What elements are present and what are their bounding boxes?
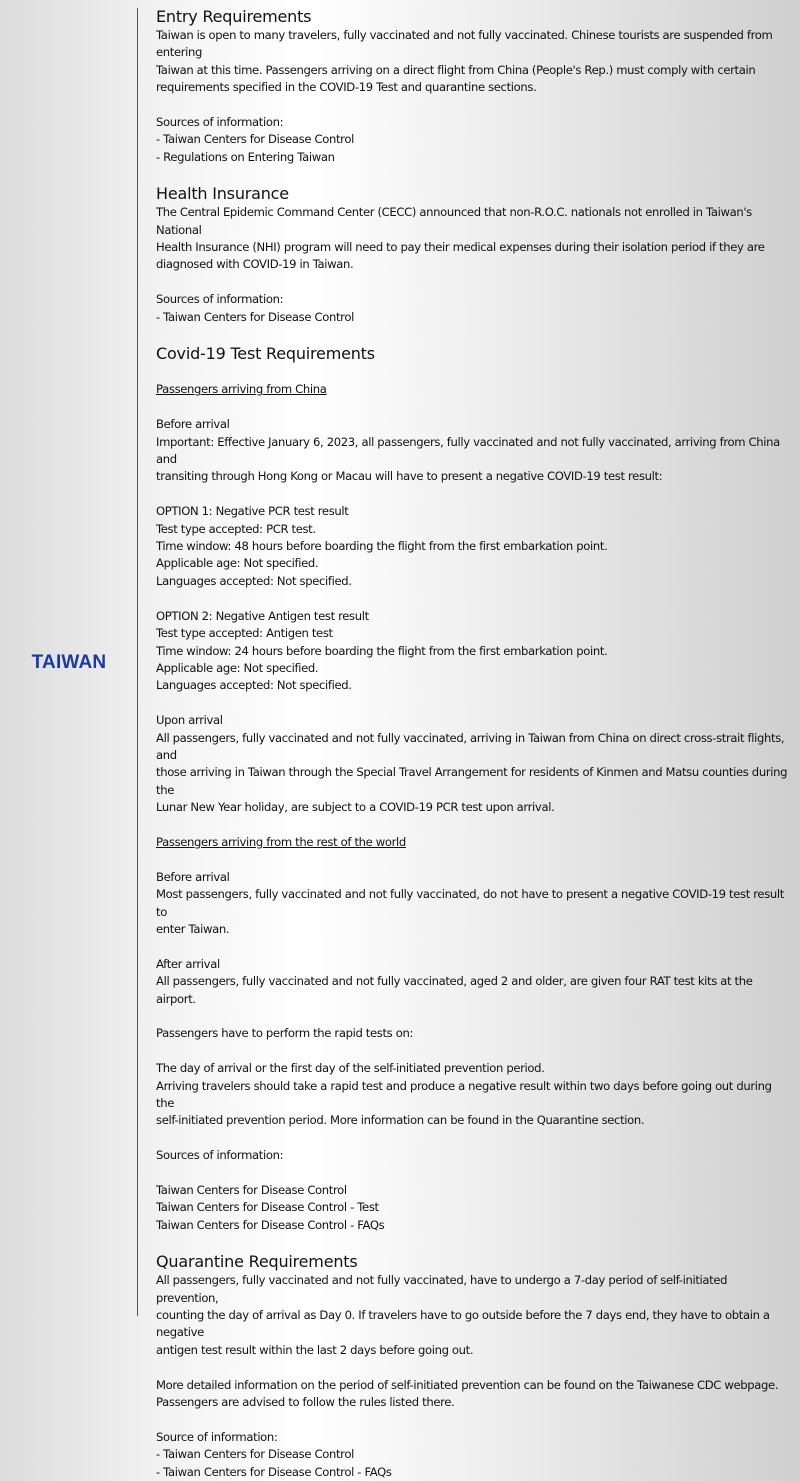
- paragraph-line: Taiwan is open to many travelers, fully vaccinated and not fully vaccinated. Chinese tourists are suspended from entering: [156, 28, 773, 60]
- paragraph-line: Lunar New Year holiday, are subject to a COVID-19 PCR test upon arrival.: [156, 800, 555, 815]
- section-title: Health Insurance: [156, 184, 289, 204]
- sources-label: Sources of information:: [156, 1148, 284, 1163]
- entry-requirements-section: [156, 7, 792, 166]
- paragraph-line: enter Taiwan.: [156, 921, 230, 936]
- paragraph-line: those arriving in Taiwan through the Special Travel Arrangement for residents of Kinmen and Matsu counties during the: [156, 765, 788, 797]
- paragraph-line: counting the day of arrival as Day 0. If travelers have to go outside before the 7 days end, they have to obtain a negative: [156, 1308, 770, 1340]
- option-1-line: Test type accepted: PCR test.: [156, 521, 316, 536]
- paragraph-line: Important: Effective January 6, 2023, all passengers, fully vaccinated and not fully vaccinated, arriving from China and: [156, 434, 780, 467]
- source-link[interactable]: - Taiwan Centers for Disease Control: [156, 1447, 354, 1462]
- option-2-line: Time window: 24 hours before boarding the flight from the first embarkation point.: [156, 643, 608, 658]
- source-link[interactable]: Taiwan Centers for Disease Control: [156, 1182, 347, 1197]
- option-1-line: Time window: 48 hours before boarding the flight from the first embarkation point.: [156, 539, 608, 554]
- source-link[interactable]: - Regulations on Entering Taiwan: [156, 149, 335, 164]
- paragraph-line: All passengers, fully vaccinated and not fully vaccinated, have to undergo a 7-day period of self-initiated prevention,: [156, 1273, 728, 1305]
- vertical-divider: [137, 8, 138, 1316]
- option-2-line: Applicable age: Not specified.: [156, 660, 319, 675]
- source-link[interactable]: - Taiwan Centers for Disease Control: [156, 309, 354, 324]
- paragraph-line: Passengers are advised to follow the rules listed there.: [156, 1395, 455, 1410]
- section-title: Entry Requirements: [156, 7, 312, 26]
- source-link[interactable]: Taiwan Centers for Disease Control - FAQs: [156, 1217, 385, 1232]
- paragraph-line: Taiwan at this time. Passengers arriving on a direct flight from China (People's Rep.) must comply with certain: [156, 62, 756, 77]
- paragraph-line: antigen test result within the last 2 days before going out.: [156, 1342, 474, 1357]
- option-2-line: Test type accepted: Antigen test: [156, 626, 333, 641]
- sources-label: Sources of information:: [156, 292, 284, 307]
- paragraph-line: Health Insurance (NHI) program will need to pay their medical expenses during their isolation period if they are: [156, 240, 765, 255]
- quarantine-section: [156, 1252, 792, 1481]
- paragraph-line: self-initiated prevention period. More information can be found in the Quarantine section.: [156, 1113, 645, 1128]
- paragraph-line: All passengers, fully vaccinated and not fully vaccinated, arriving in Taiwan from China on direct cross-strait flights, and: [156, 730, 785, 762]
- country-column: [0, 0, 138, 1338]
- source-link[interactable]: Taiwan Centers for Disease Control - Test: [156, 1200, 379, 1215]
- paragraph-line: The day of arrival or the first day of the self-initiated prevention period.: [156, 1061, 545, 1076]
- covid-test-section: [156, 344, 792, 1234]
- option-2-line: Languages accepted: Not specified.: [156, 678, 352, 693]
- world-subheading: Passengers arriving from the rest of the world: [156, 834, 406, 849]
- health-insurance-section: [156, 184, 792, 326]
- rapid-tests-label: Passengers have to perform the rapid tests on:: [156, 1026, 413, 1041]
- paragraph-line: More detailed information on the period of self-initiated prevention can be found on the Taiwanese CDC webpage.: [156, 1377, 779, 1392]
- option-1-line: Languages accepted: Not specified.: [156, 573, 352, 588]
- requirements-content: [156, 7, 792, 1481]
- section-title: Covid-19 Test Requirements: [156, 344, 375, 364]
- option-1-line: Applicable age: Not specified.: [156, 556, 319, 571]
- sources-label: Source of information:: [156, 1429, 278, 1444]
- source-link[interactable]: - Taiwan Centers for Disease Control - FAQs: [156, 1464, 392, 1479]
- paragraph-line: The Central Epidemic Command Center (CECC) announced that non-R.O.C. nationals not enrolled in Taiwan's National: [156, 205, 752, 237]
- paragraph-line: Arriving travelers should take a rapid test and produce a negative result within two days before going out during the: [156, 1078, 772, 1110]
- paragraph-line: diagnosed with COVID-19 in Taiwan.: [156, 257, 354, 272]
- after-arrival-label: After arrival: [156, 956, 220, 971]
- before-arrival-label: Before arrival: [156, 869, 230, 884]
- country-name: TAIWAN: [31, 652, 107, 673]
- section-title: Quarantine Requirements: [156, 1252, 358, 1272]
- paragraph-line: transiting through Hong Kong or Macau will have to present a negative COVID-19 test result:: [156, 469, 663, 484]
- source-link[interactable]: - Taiwan Centers for Disease Control: [156, 132, 354, 147]
- sources-label: Sources of information:: [156, 115, 284, 130]
- paragraph-line: requirements specified in the COVID-19 Test and quarantine sections.: [156, 80, 537, 95]
- china-subheading: Passengers arriving from China: [156, 382, 327, 397]
- option-2-line: OPTION 2: Negative Antigen test result: [156, 608, 369, 623]
- upon-arrival-label: Upon arrival: [156, 713, 223, 728]
- option-1-line: OPTION 1: Negative PCR test result: [156, 504, 349, 519]
- before-arrival-label: Before arrival: [156, 417, 230, 432]
- paragraph-line: Most passengers, fully vaccinated and not fully vaccinated, do not have to present a negative COVID-19 test result to: [156, 887, 784, 919]
- paragraph-line: All passengers, fully vaccinated and not fully vaccinated, aged 2 and older, are given four RAT test kits at the airport.: [156, 974, 753, 1006]
